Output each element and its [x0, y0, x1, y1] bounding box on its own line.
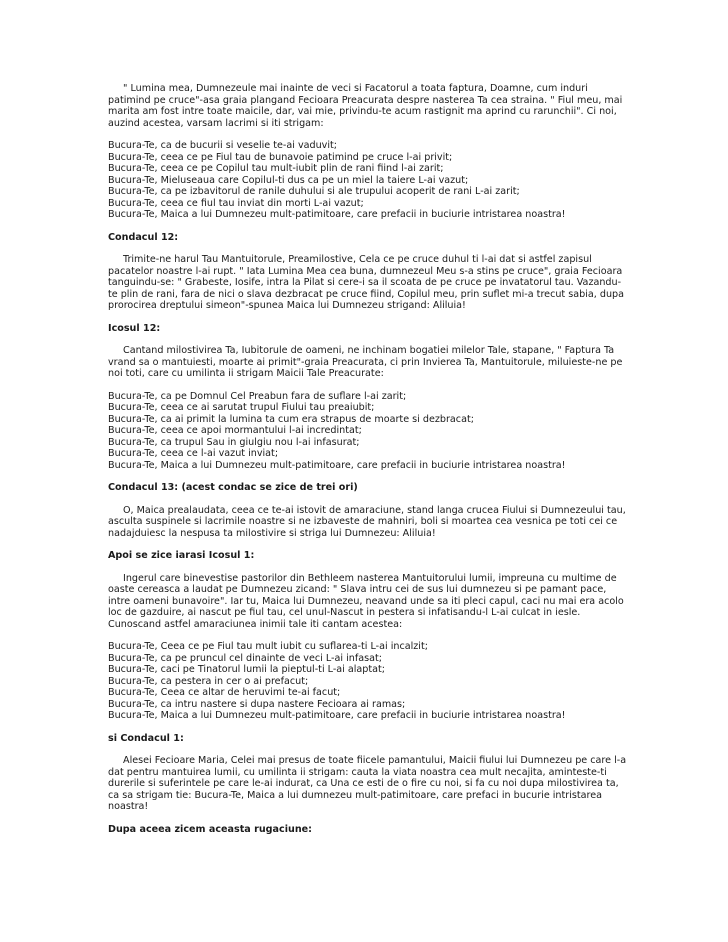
list-item: Bucura-Te, ceea ce pe Copilul tau mult-iubit plin de rani fiind l-ai zarit; [108, 163, 444, 174]
bucura-list-3 [108, 641, 628, 722]
heading-rugaciune: Dupa aceea zicem aceasta rugaciune: [108, 823, 312, 835]
bucura-list-2 [108, 391, 628, 472]
bucura-list-1 [108, 140, 628, 221]
heading-icosul-12: Icosul 12: [108, 322, 161, 334]
list-item: Bucura-Te, ceea ce ai sarutat trupul Fiului tau preaiubit; [108, 402, 375, 413]
list-item: Bucura-Te, Maica a lui Dumnezeu mult-patimitoare, care prefacii in buciurie intristarea noastra! [108, 459, 566, 471]
list-item: Bucura-Te, ca pestera in cer o ai prefacut; [108, 675, 309, 687]
list-item: Bucura-Te, ceea ce pe Fiul tau de bunavoie patimind pe cruce l-ai privit; [108, 151, 453, 163]
list-item: Bucura-Te, ca pe Domnul Cel Preabun fara de suflare l-ai zarit; [108, 390, 407, 402]
list-item: Bucura-Te, ca trupul Sau in giulgiu nou l-ai infasurat; [108, 436, 360, 448]
heading-condacul-13: Condacul 13: (acest condac se zice de trei ori) [108, 482, 358, 493]
heading-condacul-12: Condacul 12: [108, 231, 179, 243]
list-item: Bucura-Te, Ceea ce pe Fiul tau mult iubit cu suflarea-ti L-ai incalzit; [108, 641, 428, 652]
list-item: Bucura-Te, Mieluseaua care Copilul-ti dus ca pe un miel la taiere L-ai vazut; [108, 174, 469, 186]
document-page [108, 83, 628, 846]
list-item: Bucura-Te, Ceea ce altar de heruvimi te-ai facut; [108, 687, 341, 698]
list-item: Bucura-Te, caci pe Tinatorul lumii la pieptul-ti L-ai alaptat; [108, 664, 386, 675]
list-item: Bucura-Te, ca ai primit la lumina ta cum era strapus de moarte si dezbracat; [108, 413, 474, 425]
list-item: Bucura-Te, ca pe izbavitorul de ranile duhului si ale trupului acoperit de rani L-ai zarit; [108, 186, 520, 197]
paragraph-condacul-12: Trimite-ne harul Tau Mantuitorule, Preamilostive, Cela ce pe cruce duhul ti l-ai dat si astfel zapisul pacatelor noastre l-ai rupt. " Iata Lumina Mea cea buna, dumnezeul Meu s-a stins pe cruce", graia Fecioara tanguindu-se: " Grabeste, Iosife, intra la Pilat si cere-i sa il scoata de pe cruce pe invatatorul tau. Vazandu-te plin de rani, fara de nici o slava dezbracat pe cruce fiind, Copilul meu, prin suflet mi-a trecut sabia, dupa prorocirea dreptului simeon"-spunea Maica lui Dumnezeu strigand: Aliluia! [108, 254, 624, 311]
list-item: Bucura-Te, ca intru nastere si dupa nastere Fecioara ai ramas; [108, 698, 406, 710]
list-item: Bucura-Te, ceea ce l-ai vazut inviat; [108, 448, 279, 459]
paragraph-intro: " Lumina mea, Dumnezeule mai inainte de veci si Facatorul a toata faptura, Doamne, cum induri patimind pe cruce"-asa graia plangand Fecioara Preacurata despre nasterea Ta cea straina. " Fiul meu, mai marita am fost intre toate maicile, dar, vai mie, privindu-te acum rastignit ma aprind cu rarunchii". Ci noi, auzind acestea, varsam lacrimi si iti strigam: [108, 83, 623, 129]
paragraph-condacul-1: Alesei Fecioare Maria, Celei mai presus de toate fiicele pamantului, Maicii fiului lui Dumnezeu pe care l-a dat pentru mantuirea lumii, cu umilinta ii strigam: cauta la viata noastra cea mult necajita, aminteste-ti durerile si suferintele pe care le-ai indurat, ca Una ce esti de o fire cu noi, si fa cu noi dupa milostivirea ta, ca sa strigam tie: Bucura-Te, Maica a lui dumnezeu mult-patimitoare, care prefaci in bucurie intristarea noastra! [108, 755, 627, 812]
list-item: Bucura-Te, ca de bucurii si veselie te-ai vaduvit; [108, 140, 338, 151]
list-item: Bucura-Te, Maica a lui Dumnezeu mult-patimitoare, care prefacii in buciurie intristarea noastra! [108, 710, 566, 721]
paragraph-condacul-13: O, Maica prealaudata, ceea ce te-ai istovit de amaraciune, stand langa crucea Fiului si Dumnezeului tau, asculta suspinele si lacrimile noastre si ne izbaveste de mahniri, boli si moartea cea vesnica pe toti cei ce nadajduiesc la nespusa ta milostivire si striga lui Dumnezeu: Aliluia! [108, 504, 626, 539]
heading-condacul-1: si Condacul 1: [108, 732, 184, 744]
paragraph-icosul-12: Cantand milostivirea Ta, Iubitorule de oameni, ne inchinam bogatiei milelor Tale, stapane, " Faptura Ta vrand sa o mantuiesti, moarte ai primit"-graia Preacurata, ci prin Invierea Ta, Mantuitorule, miluieste-ne pe noi toti, care cu umilinta ii strigam Maicii Tale Preacurate: [108, 345, 623, 379]
paragraph-icosul-1: Ingerul care binevestise pastorilor din Bethleem nasterea Mantuitorului lumii, impreuna cu multime de oaste cereasca a laudat pe Dumnezeu zicand: " Slava intru cei de sus lui dumnezeu si pe pamant pace, intre oameni bunavoire". Iar tu, Maica lui Dumnezeu, neavand unde sa iti pleci capul, caci nu mai era acolo loc de gazduire, ai nascut pe fiul tau, cel unul-Nascut in pestera si infatisandu-l L-ai culcat in iesle. Cunoscand astfel amaraciunea inimii tale iti cantam acestea: [108, 572, 624, 630]
list-item: Bucura-Te, ca pe pruncul cel dinainte de veci L-ai infasat; [108, 652, 382, 664]
list-item: Bucura-Te, ceea ce fiul tau inviat din morti L-ai vazut; [108, 197, 364, 209]
list-item: Bucura-Te, Maica a lui Dumnezeu mult-patimitoare, care prefacii in buciurie intristarea noastra! [108, 209, 566, 220]
heading-icosul-1: Apoi se zice iarasi Icosul 1: [108, 550, 255, 561]
list-item: Bucura-Te, ceea ce apoi mormantului l-ai incredintat; [108, 425, 362, 436]
